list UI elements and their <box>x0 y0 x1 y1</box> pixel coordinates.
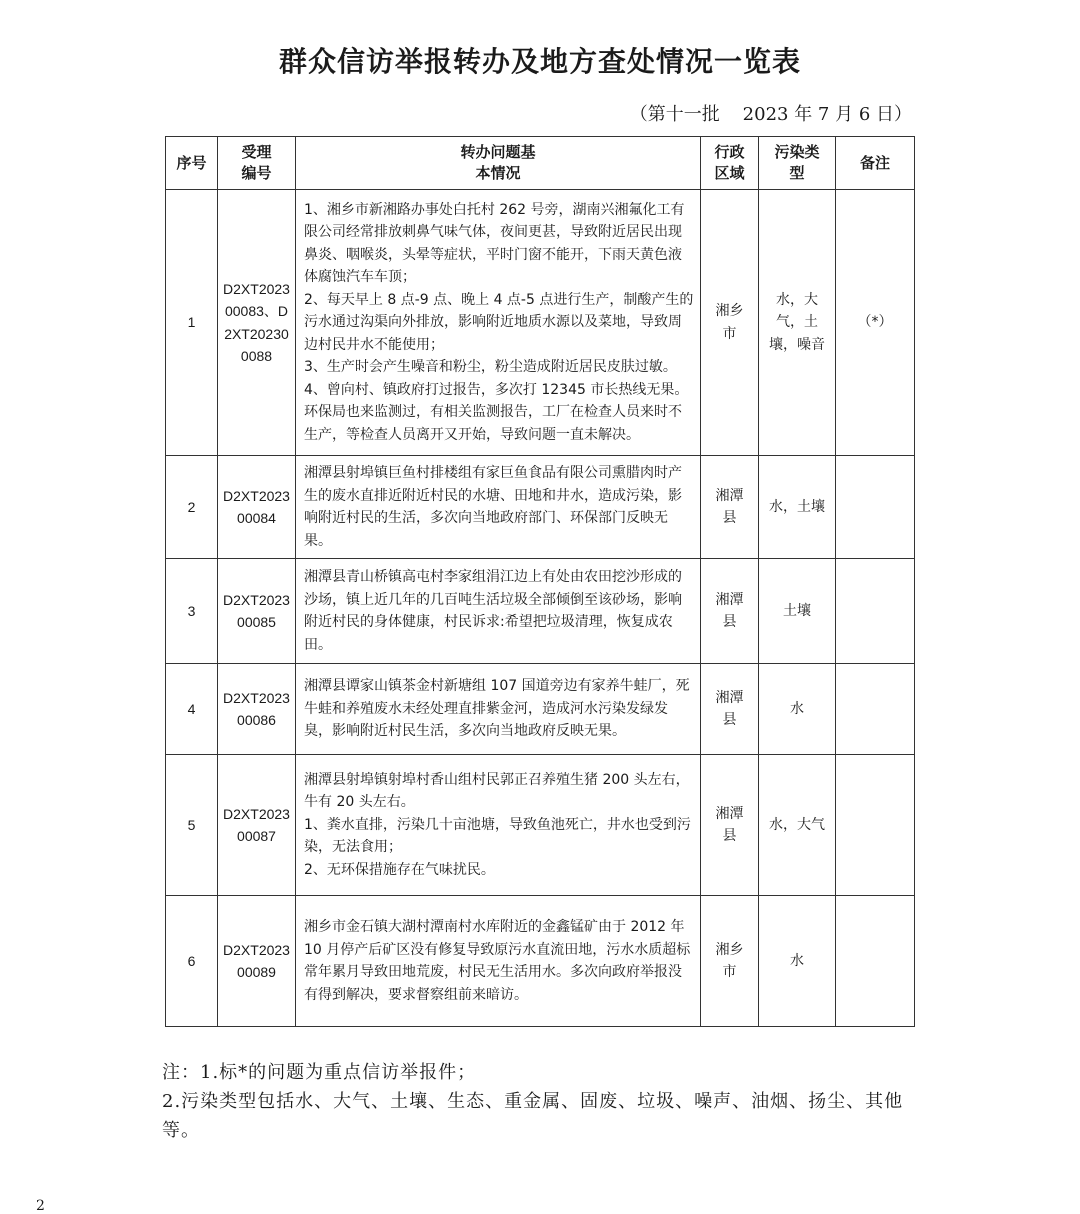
row-region: 湘乡市 <box>701 190 759 456</box>
row-note <box>836 755 915 896</box>
table-row <box>166 190 915 456</box>
row-issue <box>296 456 701 559</box>
row-issue <box>296 190 701 456</box>
row-pollution: 土壤 <box>759 559 836 664</box>
row-note <box>836 896 915 1027</box>
issue-paragraph: 湘潭县青山桥镇高屯村李家组涓江边上有处由农田挖沙形成的沙场，镇上近几年的几百吨生活垃圾全部倾倒至该砂场，影响附近村民的身体健康，村民诉求:希望把垃圾清理，恢复成农田。 <box>304 569 682 653</box>
row-pollution: 水 <box>759 664 836 755</box>
footnotes <box>162 1058 912 1145</box>
row-issue <box>296 664 701 755</box>
issue-paragraph: 湘潭县射埠镇巨鱼村排楼组有家巨鱼食品有限公司熏腊肉时产生的废水直排近附近村民的水塘、田地和井水，造成污染，影响附近村民的生活，多次向当地政府部门、环保部门反映无果。 <box>304 465 682 549</box>
issue-paragraph: 4、曾向村、镇政府打过报告，多次打 12345 市长热线无果。环保局也来监测过，有相关监测报告，工厂在检查人员来时不生产，等检查人员离开又开始，导致问题一直未解决。 <box>304 381 689 443</box>
page-number: 2 <box>36 1198 45 1214</box>
row-index: 4 <box>166 664 218 755</box>
table-row <box>166 896 915 1027</box>
row-index: 3 <box>166 559 218 664</box>
issue-paragraph: 湘乡市金石镇大湖村潭南村水库附近的金鑫锰矿由于 2012 年 10 月停产后矿区没有修复导致原污水直流田地，污水水质超标常年累月导致田地荒废，村民无生活用水。多次向政府举报没有得到解决，要求督察组前来暗访。 <box>304 919 691 1003</box>
complaints-table <box>165 136 915 1027</box>
row-note <box>836 456 915 559</box>
row-code: D2XT202300086 <box>218 664 296 755</box>
row-pollution: 水，土壤 <box>759 456 836 559</box>
table-row <box>166 755 915 896</box>
row-note <box>836 559 915 664</box>
issue-paragraph: 湘潭县谭家山镇茶金村新塘组 107 国道旁边有家养牛蛙厂，死牛蛙和养殖废水未经处理直排紫金河，造成河水污染发绿发臭，影响附近村民生活，多次向当地政府反映无果。 <box>304 678 690 740</box>
row-pollution: 水，大气 <box>759 755 836 896</box>
row-issue <box>296 896 701 1027</box>
row-index: 2 <box>166 456 218 559</box>
header-region: 行政区域 <box>701 137 759 190</box>
row-code: D2XT202300089 <box>218 896 296 1027</box>
issue-paragraph: 2、每天早上 8 点-9 点、晚上 4 点-5 点进行生产，制酸产生的污水通过沟渠向外排放，影响附近地质水源以及菜地，导致周边村民井水不能使用； <box>304 291 694 353</box>
issue-paragraph: 2、无环保措施存在气味扰民。 <box>304 861 495 878</box>
row-index: 1 <box>166 190 218 456</box>
issue-paragraph: 湘潭县射埠镇射埠村香山组村民郭正召养殖生猪 200 头左右，牛有 20 头左右。 <box>304 771 690 811</box>
row-code: D2XT202300087 <box>218 755 296 896</box>
issue-paragraph: 1、粪水直排，污染几十亩池塘，导致鱼池死亡，井水也受到污染，无法食用； <box>304 816 691 856</box>
row-region: 湘潭县 <box>701 664 759 755</box>
table-row <box>166 664 915 755</box>
row-region: 湘潭县 <box>701 456 759 559</box>
footnote-line: 注：1.标*的问题为重点信访举报件； <box>162 1062 477 1083</box>
batch-date-line: （第十一批 2023 年 7 月 6 日） <box>629 104 912 125</box>
row-region: 湘潭县 <box>701 559 759 664</box>
row-note: （*） <box>836 190 915 456</box>
footnote-line: 2.污染类型包括水、大气、土壤、生态、重金属、固废、垃圾、噪声、油烟、扬尘、其他等。 <box>162 1091 904 1141</box>
issue-paragraph: 1、湘乡市新湘路办事处白托村 262 号旁，湖南兴湘氟化工有限公司经常排放刺鼻气味气体，夜间更甚，导致附近居民出现鼻炎、咽喉炎，头晕等症状，平时门窗不能开，下雨天黄色液体腐蚀汽车车顶； <box>304 201 685 286</box>
row-pollution: 水 <box>759 896 836 1027</box>
row-code: D2XT202300084 <box>218 456 296 559</box>
row-pollution: 水，大气，土壤，噪音 <box>759 190 836 456</box>
table-row <box>166 559 915 664</box>
header-pollution: 污染类型 <box>759 137 836 190</box>
row-region: 湘潭县 <box>701 755 759 896</box>
document-title: 群众信访举报转办及地方查处情况一览表 <box>278 45 801 78</box>
row-index: 5 <box>166 755 218 896</box>
table-header-row <box>166 137 915 190</box>
row-code: D2XT202300085 <box>218 559 296 664</box>
issue-paragraph: 3、生产时会产生噪音和粉尘，粉尘造成附近居民皮肤过敏。 <box>304 359 677 376</box>
header-issue: 转办问题基本情况 <box>296 137 701 190</box>
table-row <box>166 456 915 559</box>
row-region: 湘乡市 <box>701 896 759 1027</box>
row-issue <box>296 559 701 664</box>
header-code: 受理编号 <box>218 137 296 190</box>
row-index: 6 <box>166 896 218 1027</box>
row-code: D2XT202300083、D2XT202300088 <box>218 190 296 456</box>
row-issue <box>296 755 701 896</box>
row-note <box>836 664 915 755</box>
header-index: 序号 <box>166 137 218 190</box>
header-note: 备注 <box>836 137 915 190</box>
